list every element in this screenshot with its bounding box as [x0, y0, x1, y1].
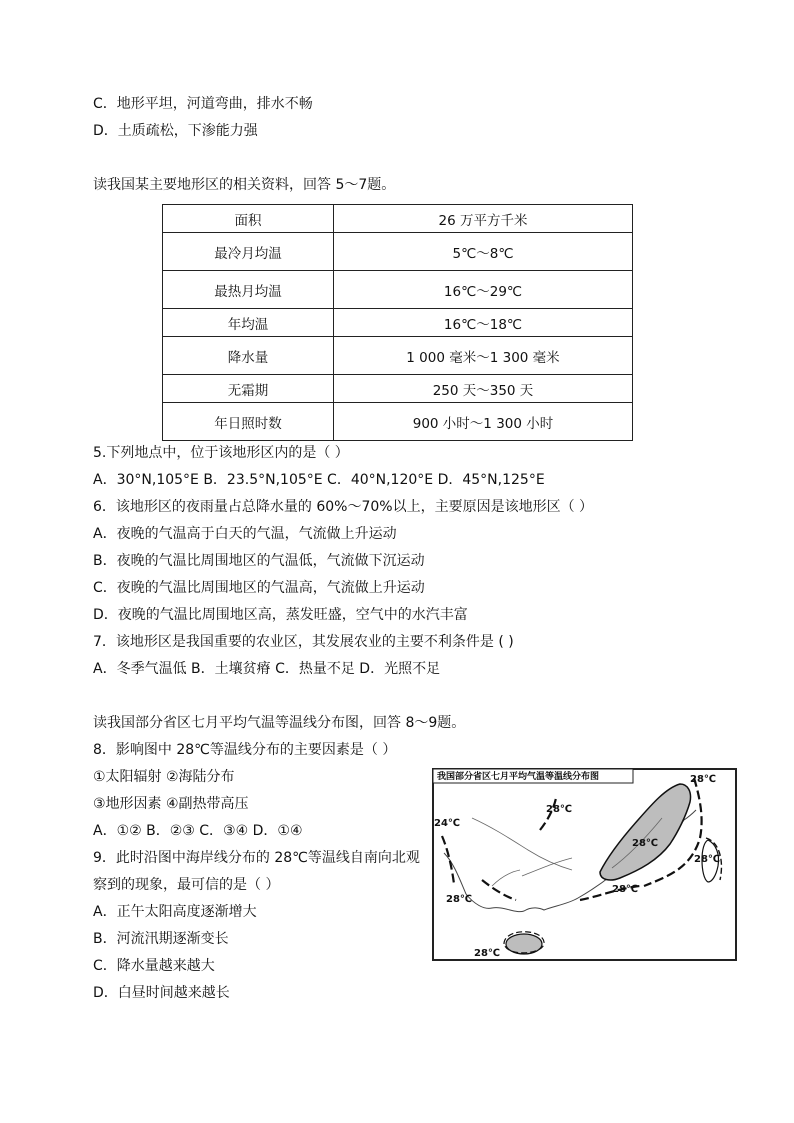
intro-q8-9: 读我国部分省区七月平均气温等温线分布图，回答 8～9题。 — [93, 715, 466, 731]
table-row — [163, 205, 633, 233]
option-d-prev: D．土质疏松，下渗能力强 — [93, 123, 258, 139]
table-row — [163, 403, 633, 441]
question-6-option-b: B．夜晚的气温比周围地区的气温低，气流做下沉运动 — [93, 553, 425, 569]
question-9-line-2: 察到的现象，最可信的是（ ） — [93, 877, 280, 893]
table-row — [163, 309, 633, 337]
isotherm-label: 28℃ — [694, 854, 721, 865]
table-cell-value: 1 000 毫米～1 300 毫米 — [334, 337, 633, 375]
map-title: 我国部分省区七月平均气温等温线分布图 — [437, 772, 600, 782]
intro-q5-7: 读我国某主要地形区的相关资料，回答 5～7题。 — [93, 177, 396, 193]
question-6-option-d: D．夜晚的气温比周围地区高，蒸发旺盛，空气中的水汽丰富 — [93, 607, 468, 623]
table-cell-value: 5℃～8℃ — [334, 233, 633, 271]
table-cell-value: 16℃～18℃ — [334, 309, 633, 337]
question-7: 7．该地形区是我国重要的农业区，其发展农业的主要不利条件是 ( ) — [93, 634, 514, 650]
table-cell-value: 26 万平方千米 — [334, 205, 633, 233]
table-cell-value: 16℃～29℃ — [334, 271, 633, 309]
question-6: 6．该地形区的夜雨量占总降水量的 60%～70%以上，主要原因是该地形区（ ） — [93, 499, 594, 515]
table-cell-value: 250 天～350 天 — [334, 375, 633, 403]
question-8-options: A．①② B．②③ C．③④ D．①④ — [93, 823, 303, 839]
table-row — [163, 233, 633, 271]
isotherm-label: 24℃ — [434, 818, 461, 829]
question-5: 5.下列地点中，位于该地形区内的是（ ） — [93, 445, 349, 461]
isotherm-label: 28℃ — [446, 894, 473, 905]
question-8-statements-1: ①太阳辐射 ②海陆分布 — [93, 769, 235, 785]
region-data-table — [162, 204, 633, 441]
table-cell-label: 年日照时数 — [163, 403, 334, 441]
table-row — [163, 271, 633, 309]
question-6-option-a: A．夜晚的气温高于白天的气温，气流做上升运动 — [93, 526, 397, 542]
isotherm-label: 28℃ — [612, 884, 639, 895]
table-cell-label: 降水量 — [163, 337, 334, 375]
isotherm-label: 28℃ — [690, 774, 717, 785]
isotherm-label: 28℃ — [474, 948, 501, 959]
question-9-line-1: 9．此时沿图中海岸线分布的 28℃等温线自南向北观 — [93, 850, 420, 866]
question-9-option-d: D．白昼时间越来越长 — [93, 985, 230, 1001]
question-9-option-c: C．降水量越来越大 — [93, 958, 215, 974]
table-cell-label: 无霜期 — [163, 375, 334, 403]
table-cell-label: 面积 — [163, 205, 334, 233]
option-c-prev: C．地形平坦，河道弯曲，排水不畅 — [93, 96, 313, 112]
table-row — [163, 375, 633, 403]
question-9-option-a: A．正午太阳高度逐渐增大 — [93, 904, 257, 920]
table-cell-label: 最热月均温 — [163, 271, 334, 309]
question-6-option-c: C．夜晚的气温比周围地区的气温高，气流做上升运动 — [93, 580, 425, 596]
question-8-statements-2: ③地形因素 ④副热带高压 — [93, 796, 249, 812]
table-cell-value: 900 小时～1 300 小时 — [334, 403, 633, 441]
isotherm-label: 28℃ — [632, 838, 659, 849]
table-row — [163, 337, 633, 375]
question-8: 8．影响图中 28℃等温线分布的主要因素是（ ） — [93, 742, 397, 758]
table-cell-label: 年均温 — [163, 309, 334, 337]
table-cell-label: 最冷月均温 — [163, 233, 334, 271]
isotherm-label: 28℃ — [546, 804, 573, 815]
question-9-option-b: B．河流汛期逐渐变长 — [93, 931, 229, 947]
isotherm-map — [432, 768, 737, 961]
island-south — [506, 934, 542, 954]
question-7-options: A．冬季气温低 B．土壤贫瘠 C．热量不足 D．光照不足 — [93, 661, 441, 677]
question-5-options: A．30°N,105°E B．23.5°N,105°E C．40°N,120°E D．45°N,125°E — [93, 472, 545, 488]
